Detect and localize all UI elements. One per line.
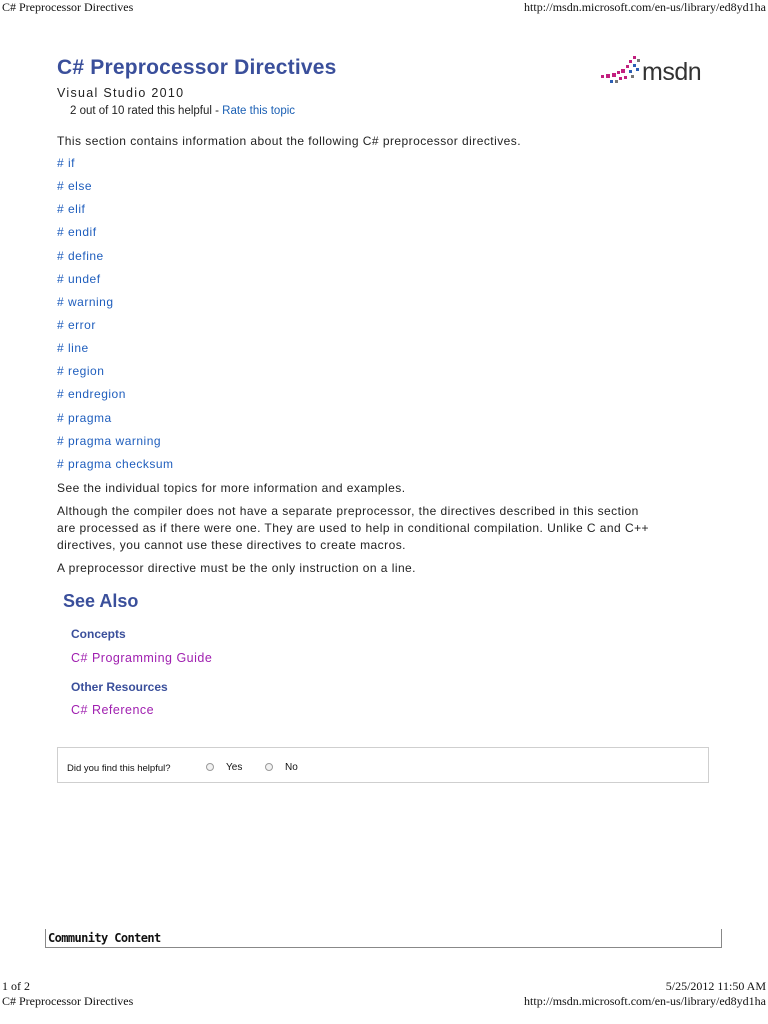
- although-line-3: directives, you cannot use these directives to create macros.: [57, 538, 406, 552]
- community-content-section: [45, 929, 722, 948]
- feedback-question: Did you find this helpful?: [67, 763, 171, 774]
- directive-link-elif[interactable]: # elif: [57, 202, 86, 217]
- directive-link-endif[interactable]: # endif: [57, 225, 97, 240]
- csharp-reference-link[interactable]: C# Reference: [71, 703, 155, 717]
- feedback-no-radio[interactable]: [265, 763, 273, 771]
- print-footer-page-number: 1 of 2: [2, 979, 30, 993]
- directive-link-undef[interactable]: # undef: [57, 271, 101, 286]
- msdn-logo-text: msdn: [642, 58, 702, 86]
- directive-link-region[interactable]: # region: [57, 364, 105, 379]
- msdn-logo-mark-icon: [598, 54, 714, 88]
- rating-text: 2 out of 10 rated this helpful -: [70, 105, 223, 117]
- directive-link-define[interactable]: # define: [57, 248, 104, 263]
- directive-link-if[interactable]: # if: [57, 156, 76, 170]
- msdn-logo: [598, 54, 714, 88]
- print-footer-timestamp: 5/25/2012 11:50 AM: [665, 979, 766, 993]
- feedback-yes-radio[interactable]: [206, 763, 214, 771]
- although-line-1: Although the compiler does not have a separate preprocessor, the directives described in this section: [57, 504, 639, 518]
- rating-line: [70, 105, 295, 117]
- print-header-title: C# Preprocessor Directives: [2, 0, 134, 14]
- print-footer-url: http://msdn.microsoft.com/en-us/library/ed8yd1ha: [524, 994, 766, 1008]
- although-line-2: are processed as if there were one. They are used to help in conditional compilation. Unlike C and C++: [57, 521, 649, 535]
- print-footer-title: C# Preprocessor Directives: [2, 994, 134, 1008]
- feedback-no-label[interactable]: No: [285, 762, 298, 773]
- page-subtitle: Visual Studio 2010: [57, 86, 185, 100]
- directive-link-pragma-checksum[interactable]: # pragma checksum: [57, 456, 174, 471]
- see-also-heading: See Also: [63, 591, 139, 611]
- feedback-yes-label[interactable]: Yes: [226, 762, 243, 773]
- directive-link-line[interactable]: # line: [57, 341, 89, 356]
- page-title: C# Preprocessor Directives: [57, 56, 337, 79]
- community-content-title: Community Content: [48, 931, 161, 945]
- directive-link-pragma-warning[interactable]: # pragma warning: [57, 433, 162, 448]
- feedback-box: [57, 747, 709, 783]
- print-header-url: http://msdn.microsoft.com/en-us/library/ed8yd1ha: [524, 0, 766, 14]
- only-instruction-paragraph: A preprocessor directive must be the only instruction on a line.: [57, 561, 416, 575]
- directive-link-else[interactable]: # else: [57, 179, 93, 194]
- concepts-heading: Concepts: [71, 627, 126, 641]
- directive-link-warning[interactable]: # warning: [57, 294, 114, 309]
- rate-topic-link[interactable]: Rate this topic: [222, 105, 296, 117]
- directive-link-pragma[interactable]: # pragma: [57, 410, 112, 425]
- programming-guide-link[interactable]: C# Programming Guide: [71, 651, 213, 665]
- directive-list: [57, 155, 174, 479]
- directive-link-error[interactable]: # error: [57, 317, 96, 332]
- intro-paragraph: This section contains information about the following C# preprocessor directives.: [57, 134, 521, 148]
- other-resources-heading: Other Resources: [71, 680, 168, 694]
- directive-link-endregion[interactable]: # endregion: [57, 387, 126, 402]
- see-topics-paragraph: See the individual topics for more information and examples.: [57, 481, 406, 495]
